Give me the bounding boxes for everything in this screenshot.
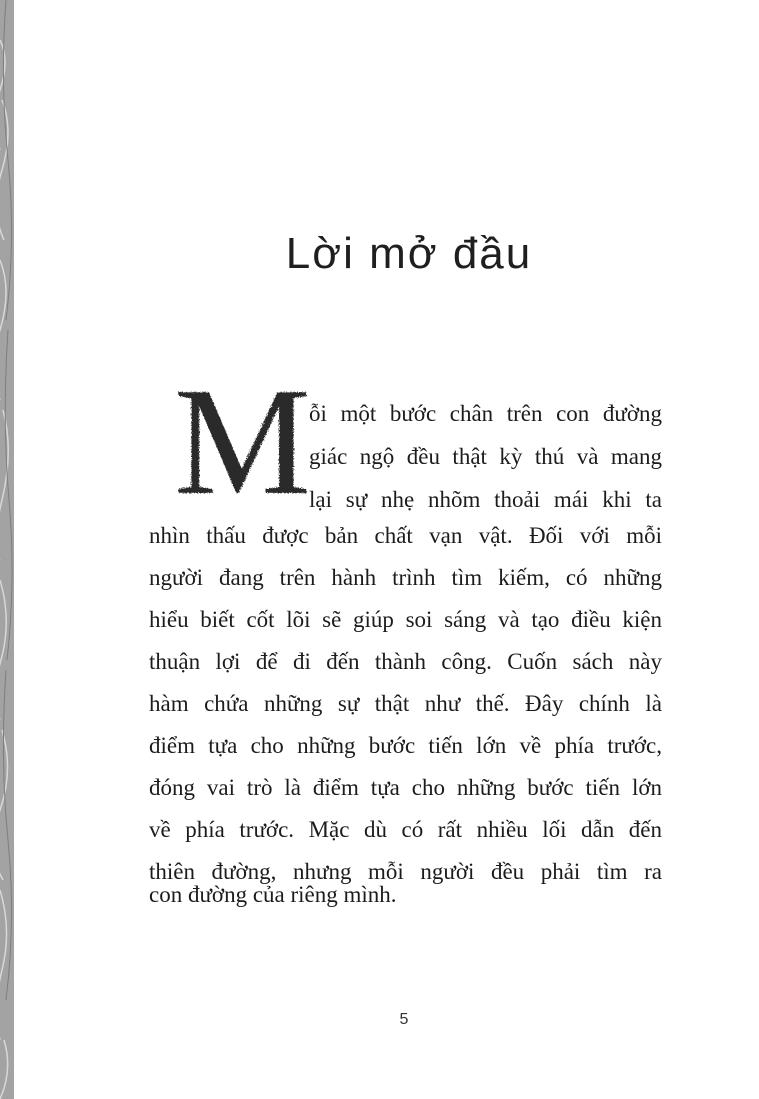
- paragraph-line-11: về phía trước. Mặc dù có rất nhiều lối dẫn đến: [149, 817, 662, 842]
- decorative-edge-strip: [0, 0, 14, 1099]
- drop-cap-letter: M: [174, 357, 311, 527]
- paragraph-line-8: hàm chứa những sự thật như thế. Đây chính là: [149, 691, 662, 716]
- paragraph-line-4: nhìn thấu được bản chất vạn vật. Đối với mỗi: [149, 523, 662, 548]
- paragraph-line-3: lại sự nhẹ nhõm thoải mái khi ta: [309, 487, 662, 512]
- page-number: 5: [399, 1011, 409, 1028]
- paragraph-line-9: điểm tựa cho những bước tiến lớn về phía trước,: [149, 733, 662, 758]
- book-page: [14, 0, 759, 1099]
- paragraph-line-7: thuận lợi để đi đến thành công. Cuốn sách này: [149, 649, 662, 674]
- paragraph-line-13: con đường của riêng mình.: [149, 882, 397, 907]
- paragraph-line-2: giác ngộ đều thật kỳ thú và mang: [309, 444, 662, 469]
- page-title: Lời mở đầu: [285, 229, 533, 278]
- paragraph-line-5: người đang trên hành trình tìm kiếm, có những: [149, 565, 662, 590]
- paragraph-line-6: hiểu biết cốt lõi sẽ giúp soi sáng và tạo điều kiện: [149, 607, 662, 632]
- swirl-pattern-icon: [0, 0, 14, 1099]
- paragraph-line-12: thiên đường, nhưng mỗi người đều phải tìm ra: [149, 859, 662, 884]
- paragraph-line-1: ỗi một bước chân trên con đường: [309, 401, 662, 426]
- paragraph-line-10: đóng vai trò là điểm tựa cho những bước tiến lớn: [149, 775, 662, 800]
